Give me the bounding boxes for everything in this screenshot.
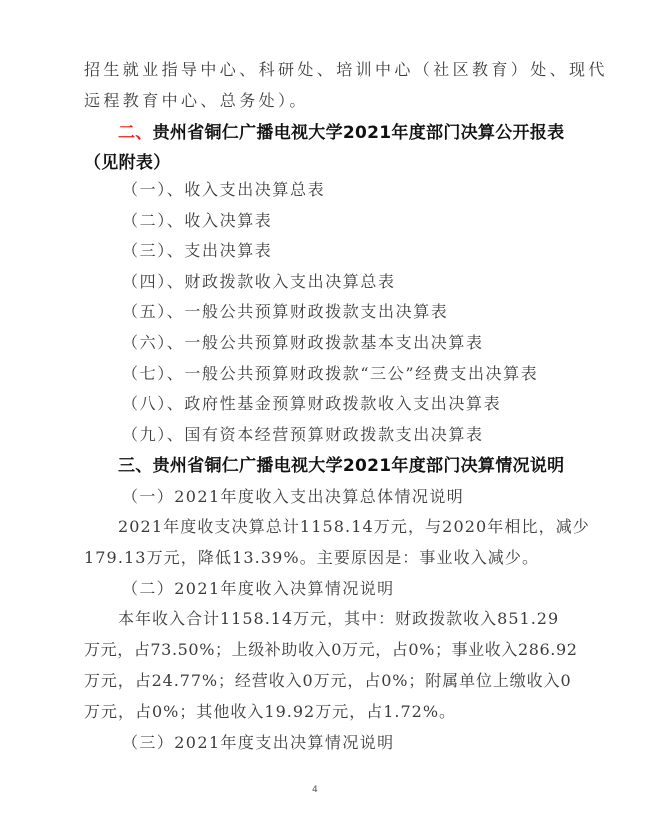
sub2-line-2: 万元，占73.50%；上级补助收入0万元，占0%；事业收入286.92 bbox=[84, 640, 578, 659]
section3-heading: 三、贵州省铜仁广播电视大学2021年度部门决算情况说明 bbox=[118, 456, 565, 476]
report-list-item: （二）、收入决算表 bbox=[122, 211, 273, 230]
sub2-line-4: 万元，占0%；其他收入19.92万元，占1.72%。 bbox=[84, 702, 457, 721]
section2-heading bbox=[118, 123, 564, 143]
sub1-line-1: 2021年度收支决算总计1158.14万元，与2020年相比，减少 bbox=[118, 517, 590, 536]
report-list-item: （四）、财政拨款收入支出决算总表 bbox=[122, 272, 396, 291]
sub2-line-1: 本年收入合计1158.14万元，其中：财政拨款收入851.29 bbox=[118, 609, 560, 628]
section2-title: 贵州省铜仁广播电视大学2021年度部门决算公开报表 bbox=[152, 123, 565, 143]
sub2-heading: （二）2021年度收入决算情况说明 bbox=[122, 579, 395, 598]
intro-line-2: 远程教育中心、总务处）。 bbox=[84, 91, 309, 110]
intro-line-1: 招生就业指导中心、科研处、培训中心（社区教育）处、现代 bbox=[84, 60, 608, 79]
report-list-item: （三）、支出决算表 bbox=[122, 241, 273, 260]
report-list-item: （五）、一般公共预算财政拨款支出决算表 bbox=[122, 302, 449, 321]
sub3-heading: （三）2021年度支出决算情况说明 bbox=[122, 733, 395, 752]
section2-heading-line2: （见附表） bbox=[84, 153, 171, 173]
sub2-line-3: 万元，占24.77%；经营收入0万元，占0%；附属单位上缴收入0 bbox=[84, 671, 572, 690]
section2-number: 二、 bbox=[118, 123, 153, 143]
report-list-item: （七）、一般公共预算财政拨款“三公”经费支出决算表 bbox=[122, 364, 539, 383]
report-list-item: （六）、一般公共预算财政拨款基本支出决算表 bbox=[122, 333, 484, 352]
page-number: 4 bbox=[312, 785, 318, 795]
report-list-item: （九）、国有资本经营预算财政拨款支出决算表 bbox=[122, 425, 484, 444]
report-list-item: （一）、收入支出决算总表 bbox=[122, 180, 326, 199]
report-list-item: （八）、政府性基金预算财政拨款收入支出决算表 bbox=[122, 394, 502, 413]
sub1-line-2: 179.13万元，降低13.39%。主要原因是：事业收入减少。 bbox=[84, 548, 540, 567]
sub1-heading: （一）2021年度收入支出决算总体情况说明 bbox=[122, 487, 465, 506]
